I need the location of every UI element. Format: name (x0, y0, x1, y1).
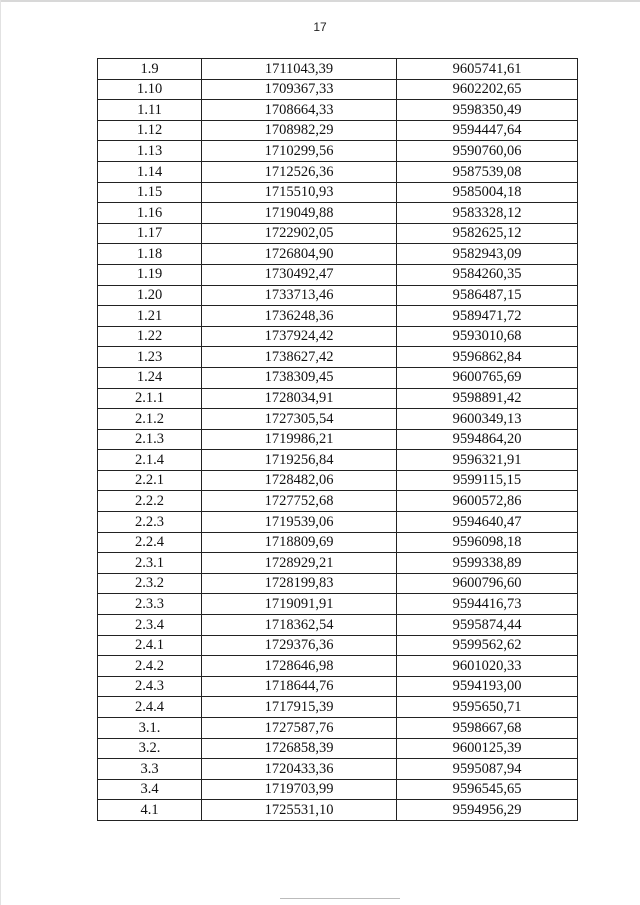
y-coordinate-cell: 9594956,29 (397, 800, 578, 821)
table-row (98, 388, 578, 409)
page-number: 17 (313, 20, 327, 34)
y-coordinate-cell: 9595874,44 (397, 615, 578, 636)
point-id-cell: 3.3 (98, 759, 202, 780)
point-id-cell: 1.17 (98, 223, 202, 244)
point-id-cell: 1.16 (98, 203, 202, 224)
x-coordinate-cell: 1728199,83 (202, 573, 397, 594)
point-id-cell: 3.4 (98, 779, 202, 800)
table-row (98, 59, 578, 80)
point-id-cell: 1.10 (98, 79, 202, 100)
x-coordinate-cell: 1725531,10 (202, 800, 397, 821)
table-row (98, 223, 578, 244)
y-coordinate-cell: 9594193,00 (397, 676, 578, 697)
y-coordinate-cell: 9595087,94 (397, 759, 578, 780)
y-coordinate-cell: 9584260,35 (397, 264, 578, 285)
point-id-cell: 2.1.1 (98, 388, 202, 409)
table-row (98, 635, 578, 656)
point-id-cell: 1.19 (98, 264, 202, 285)
y-coordinate-cell: 9593010,68 (397, 326, 578, 347)
y-coordinate-cell: 9602202,65 (397, 79, 578, 100)
table-row (98, 100, 578, 121)
point-id-cell: 3.2. (98, 738, 202, 759)
y-coordinate-cell: 9599338,89 (397, 553, 578, 574)
coordinates-table-body (98, 59, 578, 821)
x-coordinate-cell: 1710299,56 (202, 141, 397, 162)
point-id-cell: 4.1 (98, 800, 202, 821)
y-coordinate-cell: 9600765,69 (397, 367, 578, 388)
x-coordinate-cell: 1737924,42 (202, 326, 397, 347)
x-coordinate-cell: 1720433,36 (202, 759, 397, 780)
y-coordinate-cell: 9582625,12 (397, 223, 578, 244)
x-coordinate-cell: 1722902,05 (202, 223, 397, 244)
table-row (98, 615, 578, 636)
y-coordinate-cell: 9600125,39 (397, 738, 578, 759)
point-id-cell: 1.23 (98, 347, 202, 368)
point-id-cell: 2.3.1 (98, 553, 202, 574)
y-coordinate-cell: 9587539,08 (397, 161, 578, 182)
point-id-cell: 1.13 (98, 141, 202, 162)
point-id-cell: 2.4.2 (98, 656, 202, 677)
y-coordinate-cell: 9599115,15 (397, 470, 578, 491)
table-row (98, 450, 578, 471)
point-id-cell: 2.4.3 (98, 676, 202, 697)
table-row (98, 656, 578, 677)
y-coordinate-cell: 9595650,71 (397, 697, 578, 718)
table-row (98, 697, 578, 718)
table-row (98, 182, 578, 203)
x-coordinate-cell: 1728646,98 (202, 656, 397, 677)
x-coordinate-cell: 1719091,91 (202, 594, 397, 615)
x-coordinate-cell: 1736248,36 (202, 306, 397, 327)
point-id-cell: 1.12 (98, 120, 202, 141)
x-coordinate-cell: 1708982,29 (202, 120, 397, 141)
point-id-cell: 1.14 (98, 161, 202, 182)
point-id-cell: 3.1. (98, 718, 202, 739)
y-coordinate-cell: 9605741,61 (397, 59, 578, 80)
table-row (98, 285, 578, 306)
point-id-cell: 1.18 (98, 244, 202, 265)
y-coordinate-cell: 9596098,18 (397, 532, 578, 553)
x-coordinate-cell: 1738309,45 (202, 367, 397, 388)
table-row (98, 203, 578, 224)
x-coordinate-cell: 1727587,76 (202, 718, 397, 739)
x-coordinate-cell: 1712526,36 (202, 161, 397, 182)
table-row (98, 594, 578, 615)
x-coordinate-cell: 1726858,39 (202, 738, 397, 759)
point-id-cell: 2.2.4 (98, 532, 202, 553)
y-coordinate-cell: 9589471,72 (397, 306, 578, 327)
table-row (98, 306, 578, 327)
y-coordinate-cell: 9594416,73 (397, 594, 578, 615)
table-row (98, 491, 578, 512)
y-coordinate-cell: 9590760,06 (397, 141, 578, 162)
y-coordinate-cell: 9596545,65 (397, 779, 578, 800)
x-coordinate-cell: 1726804,90 (202, 244, 397, 265)
point-id-cell: 2.4.4 (98, 697, 202, 718)
x-coordinate-cell: 1733713,46 (202, 285, 397, 306)
point-id-cell: 1.9 (98, 59, 202, 80)
x-coordinate-cell: 1729376,36 (202, 635, 397, 656)
point-id-cell: 2.2.2 (98, 491, 202, 512)
x-coordinate-cell: 1719986,21 (202, 429, 397, 450)
point-id-cell: 2.2.3 (98, 512, 202, 533)
y-coordinate-cell: 9586487,15 (397, 285, 578, 306)
scan-edge-bottom (280, 898, 400, 899)
table-row (98, 264, 578, 285)
x-coordinate-cell: 1718362,54 (202, 615, 397, 636)
x-coordinate-cell: 1709367,33 (202, 79, 397, 100)
x-coordinate-cell: 1727305,54 (202, 409, 397, 430)
point-id-cell: 1.21 (98, 306, 202, 327)
x-coordinate-cell: 1719703,99 (202, 779, 397, 800)
point-id-cell: 2.4.1 (98, 635, 202, 656)
x-coordinate-cell: 1738627,42 (202, 347, 397, 368)
x-coordinate-cell: 1719539,06 (202, 512, 397, 533)
x-coordinate-cell: 1728482,06 (202, 470, 397, 491)
y-coordinate-cell: 9583328,12 (397, 203, 578, 224)
y-coordinate-cell: 9598891,42 (397, 388, 578, 409)
table-row (98, 532, 578, 553)
table-row (98, 347, 578, 368)
point-id-cell: 1.15 (98, 182, 202, 203)
table-row (98, 759, 578, 780)
y-coordinate-cell: 9585004,18 (397, 182, 578, 203)
y-coordinate-cell: 9601020,33 (397, 656, 578, 677)
x-coordinate-cell: 1727752,68 (202, 491, 397, 512)
table-row (98, 676, 578, 697)
coordinates-table (97, 58, 578, 821)
table-row (98, 779, 578, 800)
point-id-cell: 2.1.2 (98, 409, 202, 430)
point-id-cell: 2.3.4 (98, 615, 202, 636)
table-row (98, 409, 578, 430)
y-coordinate-cell: 9599562,62 (397, 635, 578, 656)
table-row (98, 161, 578, 182)
x-coordinate-cell: 1718809,69 (202, 532, 397, 553)
x-coordinate-cell: 1708664,33 (202, 100, 397, 121)
y-coordinate-cell: 9594447,64 (397, 120, 578, 141)
y-coordinate-cell: 9594640,47 (397, 512, 578, 533)
y-coordinate-cell: 9600796,60 (397, 573, 578, 594)
table-row (98, 553, 578, 574)
point-id-cell: 2.3.2 (98, 573, 202, 594)
table-row (98, 512, 578, 533)
x-coordinate-cell: 1711043,39 (202, 59, 397, 80)
table-row (98, 120, 578, 141)
table-row (98, 244, 578, 265)
x-coordinate-cell: 1718644,76 (202, 676, 397, 697)
x-coordinate-cell: 1719256,84 (202, 450, 397, 471)
table-row (98, 800, 578, 821)
point-id-cell: 2.1.4 (98, 450, 202, 471)
y-coordinate-cell: 9600349,13 (397, 409, 578, 430)
table-row (98, 573, 578, 594)
point-id-cell: 2.2.1 (98, 470, 202, 491)
y-coordinate-cell: 9600572,86 (397, 491, 578, 512)
table-row (98, 718, 578, 739)
table-row (98, 141, 578, 162)
table-row (98, 429, 578, 450)
y-coordinate-cell: 9598667,68 (397, 718, 578, 739)
scan-edge-left (0, 0, 1, 905)
point-id-cell: 1.24 (98, 367, 202, 388)
x-coordinate-cell: 1719049,88 (202, 203, 397, 224)
point-id-cell: 2.1.3 (98, 429, 202, 450)
y-coordinate-cell: 9582943,09 (397, 244, 578, 265)
table-row (98, 326, 578, 347)
point-id-cell: 2.3.3 (98, 594, 202, 615)
y-coordinate-cell: 9596321,91 (397, 450, 578, 471)
x-coordinate-cell: 1717915,39 (202, 697, 397, 718)
x-coordinate-cell: 1730492,47 (202, 264, 397, 285)
x-coordinate-cell: 1728034,91 (202, 388, 397, 409)
point-id-cell: 1.20 (98, 285, 202, 306)
y-coordinate-cell: 9594864,20 (397, 429, 578, 450)
y-coordinate-cell: 9598350,49 (397, 100, 578, 121)
table-row (98, 470, 578, 491)
y-coordinate-cell: 9596862,84 (397, 347, 578, 368)
point-id-cell: 1.11 (98, 100, 202, 121)
table-row (98, 738, 578, 759)
point-id-cell: 1.22 (98, 326, 202, 347)
x-coordinate-cell: 1728929,21 (202, 553, 397, 574)
x-coordinate-cell: 1715510,93 (202, 182, 397, 203)
table-row (98, 79, 578, 100)
table-row (98, 367, 578, 388)
scan-edge (0, 0, 640, 2)
